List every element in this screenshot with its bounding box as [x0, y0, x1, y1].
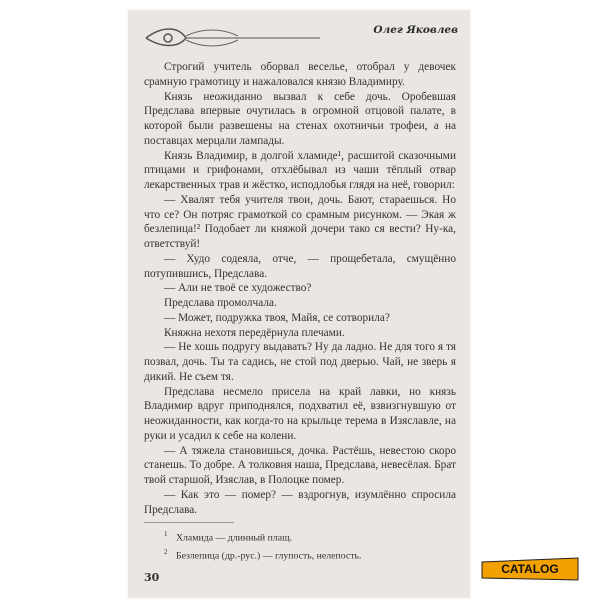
footnote-1-mark: 1 — [164, 530, 168, 538]
paragraph-6: — Али не твоё се художество? — [164, 282, 312, 295]
footnote-1 — [144, 527, 456, 545]
paragraph-9: Княжна нехотя передёрнула плечами. — [164, 326, 345, 339]
paragraph-2: Князь неожиданно вызвал к себе дочь. Оробевшая Предслава впервые очутилась в огромной отцовой палате, в которой были развешены на стенах охотничьи трофеи, а на поставцах мерцали лампады. — [144, 90, 456, 147]
footnote-2-text: Безлепица (др.-рус.) — глупость, нелепость. — [175, 550, 362, 562]
paragraph-7: Предслава промолчала. — [164, 297, 277, 309]
body-text — [144, 60, 456, 517]
paragraph-10: — Не хошь подругу выдавать? Ну да ладно. Не для того я тя позвал, дочь. Ты та садись, не стой под дверью. Чай, не зверь я дикий. Не съем тя. — [144, 341, 456, 383]
footnote-2-mark: 2 — [164, 548, 168, 557]
catalog-logo-icon — [480, 556, 580, 582]
header-ornament-icon — [142, 24, 320, 52]
footnote-divider — [144, 522, 234, 523]
footnote-2 — [144, 545, 456, 563]
paragraph-8: — Может, подружка твоя, Майя, се сотворила? — [164, 311, 390, 324]
page-number: 30 — [144, 571, 160, 584]
paragraph-5: — Худо содеяла, отче, — прощебетала, смущённо потупившись, Предслава. — [144, 252, 456, 280]
paragraph-11: Предслава несмело присела на край лавки, но князь Владимир вдруг приподнялся, подхватил её, взвизгнувшую от неожиданности, как когда-то на крыльце терема в Изяславле, на руки и усадил к себе на колени. — [144, 385, 456, 442]
author-name: Олег Яковлев — [373, 24, 458, 36]
footnotes — [144, 527, 456, 564]
paragraph-12: — А тяжела становишься, дочка. Растёшь, невестою скоро станешь. То добре. А толковня наша, Предслава, невесёлая. Брат твой старшой, Изяслав, в Полоцке помер. — [144, 444, 456, 486]
paragraph-3: Князь Владимир, в долгой хламиде¹, расшитой сказочными птицами и грифонами, отхлёбывал из чаши тёплый отвар лекарственных трав и жёстко, исподлобья глядя на неё, говорил: — [144, 149, 456, 191]
paragraph-13: — Как это — помер? — вздрогнув, изумлённо спросила Предслава. — [144, 488, 456, 516]
footnote-1-text: Хламида — длинный плащ. — [175, 532, 293, 544]
svg-text:CATALOG: CATALOG — [501, 562, 559, 576]
paragraph-4: — Хвалят тебя учителя твои, дочь. Бают, стараешься. Но что се? Он потряс грамоткой со срамным рисунком. — Экая ж безлепица!² Подобает ли княжой дочери тако ся вести? Ну-ка, ответствуй! — [144, 193, 456, 250]
paragraph-1: Строгий учитель оборвал веселье, отобрал у девочек срамную грамотицу и нажаловался князю Владимиру. — [144, 61, 456, 88]
book-page — [128, 10, 470, 598]
